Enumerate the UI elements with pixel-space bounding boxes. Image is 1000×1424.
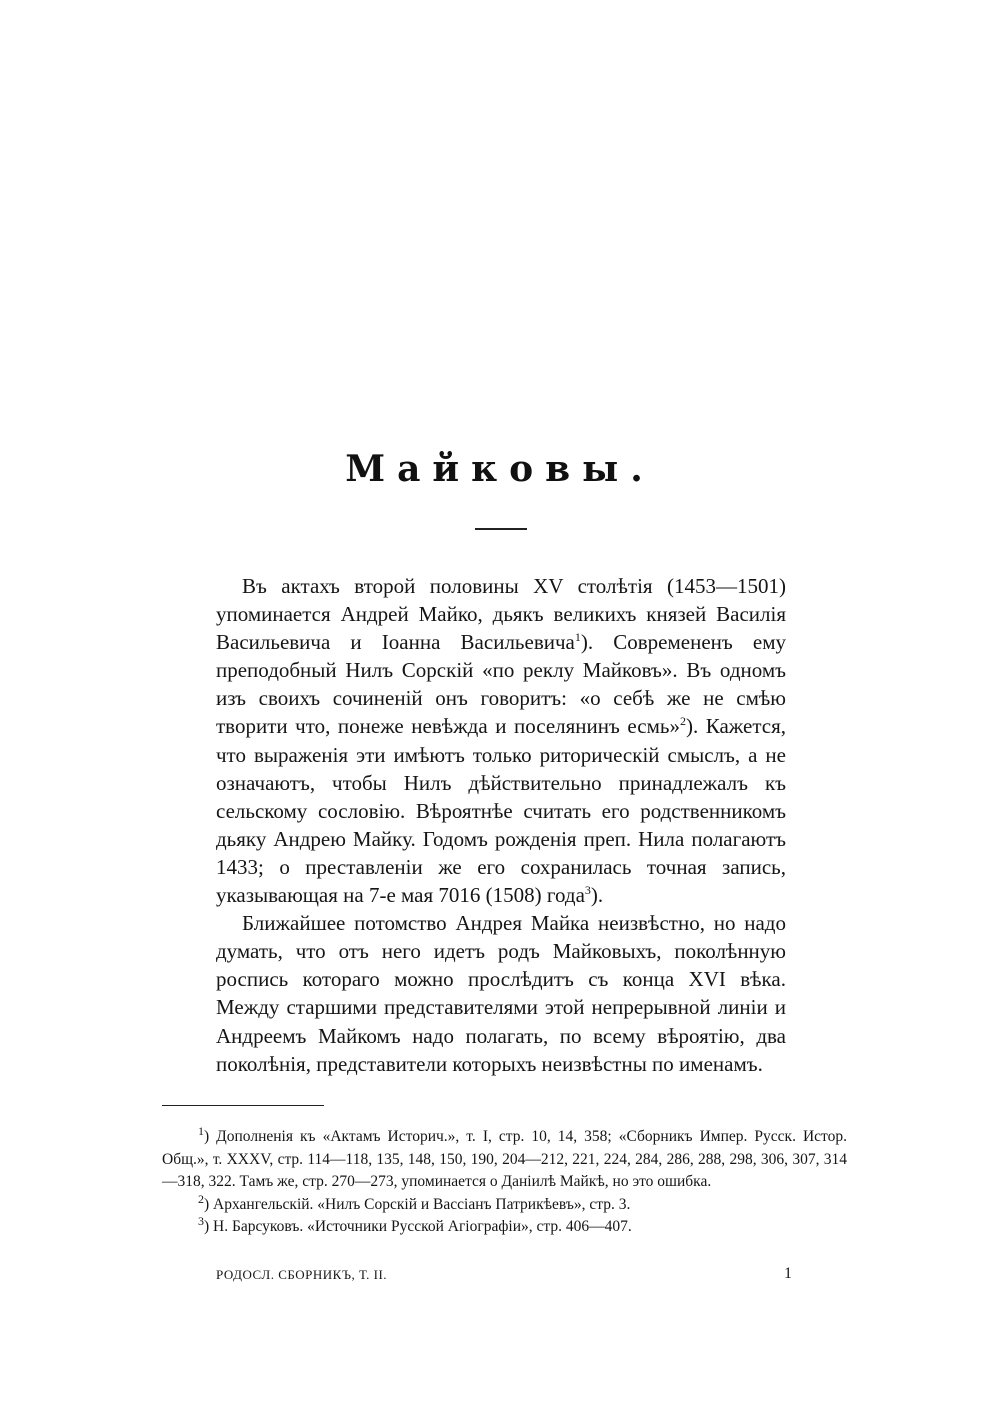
footnote-mark-2: 2 — [198, 1191, 204, 1206]
footnote-divider — [162, 1105, 324, 1106]
footnote-1 — [162, 1123, 847, 1194]
title-divider — [475, 528, 527, 530]
footnote-text-3: ) Н. Барсуковъ. «Источники Русской Агіографіи», стр. 406—407. — [204, 1218, 632, 1235]
paragraph-1-end: ). — [590, 883, 604, 908]
main-text — [216, 572, 786, 1078]
footnote-ref-1: 1 — [574, 630, 581, 645]
page-number: 1 — [784, 1265, 792, 1282]
paragraph-1-part-3: ). Кажется, что выраженія эти имѣютъ только риторическій смыслъ, а не означаютъ, чтобы Нилъ дѣйствительно принадлежалъ къ сельскому сословію. Вѣроятнѣе считать его родственникомъ дьяку Андрею Майку. Годомъ рожденія преп. Нила полагаютъ 1433; о преставленіи же его сохранилась точная запись, указывающая на 7-е мая 7016 (1508) года — [216, 714, 787, 908]
paragraph-2: Ближайшее потомство Андрея Майка неизвѣстно, но надо думать, что отъ него идетъ родъ Майковыхъ, поколѣнную роспись котораго можно прослѣдитъ съ конца XVI вѣка. Между старшими представителями этой непрерывной линіи и Андреемъ Майкомъ надо полагать, по всему вѣроятію, два поколѣнія, представители которыхъ неизвѣстны по именамъ. — [216, 911, 786, 1076]
footnotes — [162, 1123, 847, 1239]
chapter-title: Майковы. — [345, 448, 655, 490]
footnote-3 — [162, 1213, 847, 1239]
footnote-text-2: ) Архангельскій. «Нилъ Сорскій и Вассіанъ Патрикѣевъ», стр. 3. — [204, 1195, 631, 1213]
footnote-text-1: ) Дополненія къ «Актамъ Историч.», т. I, стр. 10, 14, 358; «Сборникъ Импер. Русск. Истор. Общ.», т. XXXV, стр. 114—118, 135, 148, 150, 190, 204—212, 221, 224, 284, 286, 288, 298, 306, 307, 314—318, 322. Тамъ же, стр. 270—273, упоминается о Даніилѣ Майкѣ, но это ошибка. — [162, 1128, 847, 1190]
footer-signature: РОДОСЛ. СБОРНИКЪ, Т. II. — [216, 1267, 388, 1282]
footnote-ref-2: 2 — [679, 714, 686, 729]
footnote-mark-3: 3 — [198, 1213, 204, 1228]
paragraph-1-part-2: ). Современенъ ему преподобный Нилъ Сорскій «по реклу Майковъ». Въ одномъ изъ своихъ сочиненій онъ говоритъ: «о себѣ же не смѣю творити что, понеже невѣжда и поселянинъ есмь» — [216, 630, 786, 739]
paragraph-1-lead: Въ актахъ второй половины XV столѣтія (1453—1501) упоминается Андрей Майко, дьякъ великихъ князей Василія Васильевича и Іоанна Васильевича — [216, 574, 786, 655]
footnote-mark-1: 1 — [198, 1123, 204, 1138]
footnote-ref-3: 3 — [584, 883, 591, 898]
paragraph-1 — [216, 572, 786, 909]
footnote-2 — [162, 1191, 847, 1217]
